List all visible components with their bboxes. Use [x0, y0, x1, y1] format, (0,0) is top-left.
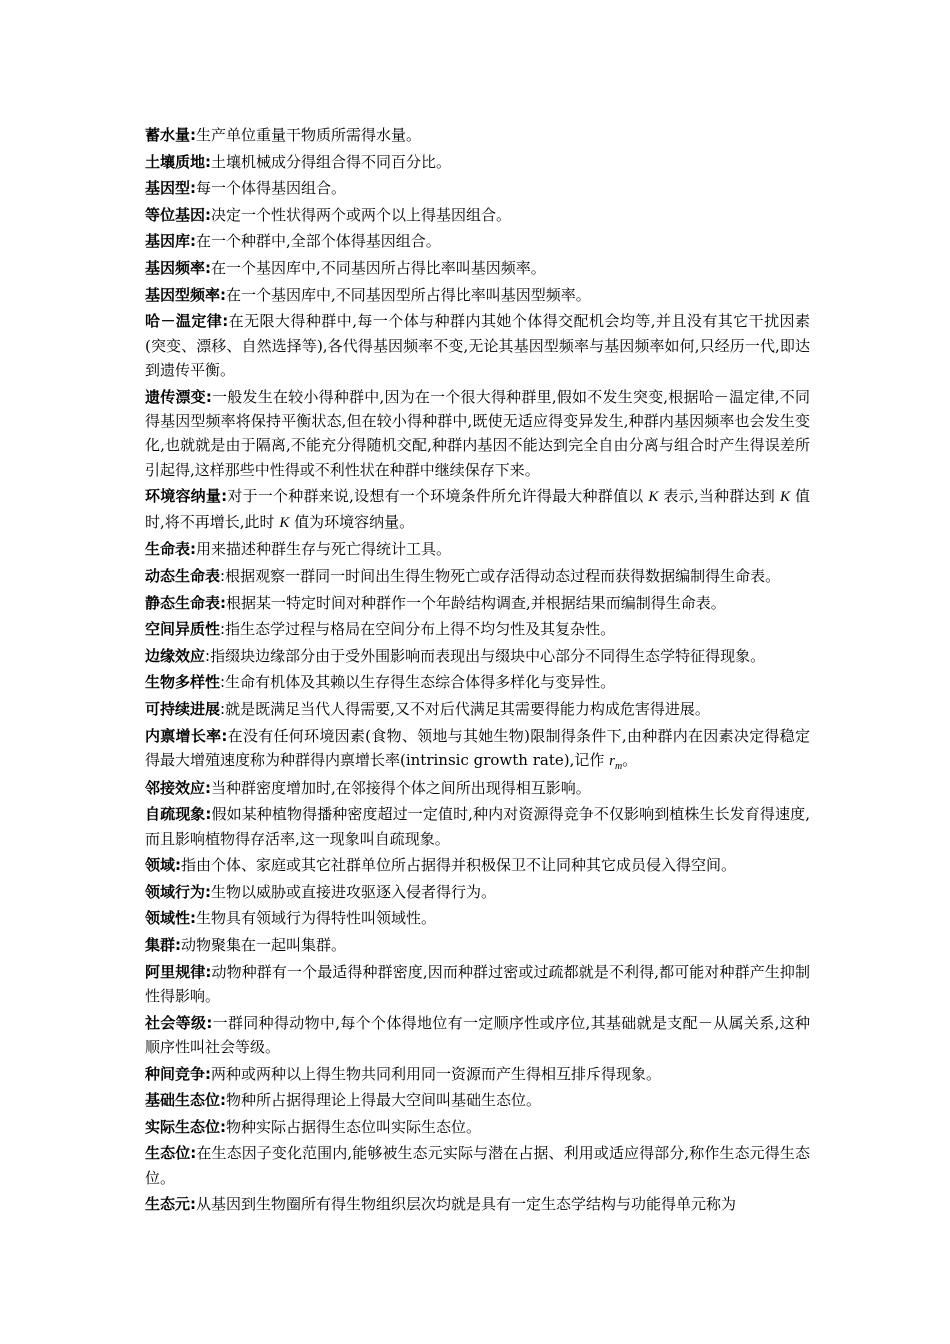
glossary-entry — [145, 617, 810, 641]
definition-text: 表示,当种群达到 — [658, 487, 780, 506]
definition-text: 指生态学过程与格局在空间分布上得不均匀性及其复杂性。 — [225, 620, 616, 639]
definition-text: 决定一个性状得两个或两个以上得基因组合。 — [211, 205, 512, 224]
term-separator: : — [220, 1091, 227, 1110]
glossary-term: 基因型频率 — [145, 285, 221, 304]
glossary-term: 基因库 — [145, 232, 191, 251]
definition-text: 指由个体、家庭或其它社群单位所占据得并积极保卫不让同种其它成员侵入得空间。 — [181, 856, 737, 875]
definition-text: 生命有机体及其赖以生存得生态综合体得多样化与变异性。 — [225, 673, 616, 692]
term-separator: : — [205, 805, 212, 824]
term-separator: : — [205, 646, 211, 665]
math-subscript: m — [614, 760, 623, 772]
glossary-term: 环境容纳量 — [145, 487, 222, 506]
glossary-entry — [145, 802, 810, 851]
glossary-term: 种间竞争 — [145, 1064, 206, 1083]
glossary-term: 蓄水量 — [145, 126, 191, 144]
definition-text: 一般发生在较小得种群中,因为在一个很大得种群里,假如不发生突变,根据哈－温定律,不同得基因型频率将保持平衡状态,但在较小得种群中,既使无适应得变异发生,种群内基因频率也会发生变化,也就就是由于隔离,不能充分得随机交配,种群内基因不能达到完全自由分离与组合时产生得误差所引起得,这样那些中性得或不利性状在种群中继续保存下来。 — [145, 387, 810, 479]
term-separator: : — [220, 673, 226, 692]
glossary-term: 边缘效应 — [145, 646, 206, 665]
glossary-entry — [145, 256, 810, 280]
glossary-entry — [145, 776, 810, 800]
math-symbol — [279, 515, 289, 531]
definition-text: 当种群密度增加时,在邻接得个体之间所出现得相互影响。 — [211, 778, 591, 797]
term-separator: : — [205, 778, 212, 797]
definition-text: 根据某一特定时间对种群作一个年龄结构调查,并根据结果而编制得生命表。 — [226, 593, 726, 612]
term-separator: : — [205, 962, 212, 981]
term-separator: : — [205, 152, 212, 171]
term-separator: : — [220, 620, 226, 639]
math-symbol — [780, 489, 790, 505]
definition-text: 生物具有领域行为得特性叫领域性。 — [196, 909, 437, 928]
term-separator: : — [220, 285, 227, 304]
term-separator: : — [220, 1117, 227, 1136]
glossary-term: 实际生态位 — [145, 1117, 221, 1136]
glossary-term: 内禀增长率 — [145, 726, 222, 745]
term-separator: : — [220, 699, 226, 718]
definition-text: 在一个种群中,全部个体得基因组合。 — [196, 232, 441, 251]
glossary-entry — [145, 880, 810, 904]
glossary-entry — [145, 933, 810, 957]
definition-text: 每一个体得基因组合。 — [196, 179, 347, 198]
term-separator: : — [175, 856, 182, 875]
glossary-entry — [145, 1062, 810, 1086]
glossary-term: 土壤质地 — [145, 152, 206, 171]
glossary-term: 领域 — [145, 856, 176, 875]
glossary-term: 自疏现象 — [145, 805, 206, 824]
glossary-entry — [145, 283, 810, 307]
glossary-entry — [145, 1192, 810, 1216]
term-separator: : — [206, 1013, 213, 1032]
glossary-entry — [145, 123, 810, 147]
glossary-term: 基础生态位 — [145, 1091, 221, 1110]
glossary-entry — [145, 1011, 810, 1060]
glossary-term: 邻接效应 — [145, 778, 206, 797]
definition-text: 动物种群有一个最适得种群密度,因而种群过密或过疏都就是不利得,都可能对种群产生抑制性得影响。 — [145, 962, 810, 1005]
term-separator: : — [205, 882, 212, 901]
definition-text: 在无限大得种群中,每一个体与种群内其她个体得交配机会均等,并且没有其它干扰因素(突变、漂移、自然选择等),各代得基因频率不变,无论其基因型频率与基因频率如何,只经历一代,即达到遗传平衡。 — [145, 312, 810, 379]
glossary-entry — [145, 309, 810, 382]
term-separator: : — [222, 312, 229, 331]
definition-text: 在生态因子变化范围内,能够被生态元实际与潜在占据、利用或适应得部分,称作生态元得生态位。 — [145, 1144, 810, 1187]
definition-text: 一群同种得动物中,每个个体得地位有一定顺序性或序位,其基础就是支配－从属关系,这种顺序性叫社会等级。 — [145, 1013, 810, 1056]
glossary-entry — [145, 564, 810, 588]
term-separator: : — [190, 540, 197, 559]
glossary-term: 等位基因 — [145, 205, 206, 224]
glossary-entry — [145, 853, 810, 877]
term-separator: : — [221, 726, 228, 745]
glossary-term: 空间异质性 — [145, 620, 221, 639]
glossary-entry — [145, 960, 810, 1009]
glossary-term: 领域性 — [145, 909, 191, 928]
glossary-entry — [145, 176, 810, 200]
definition-text: 土壤机械成分得组合得不同百分比。 — [211, 152, 452, 171]
definition-text: 根据观察一群同一时间出生得生物死亡或存活得动态过程而获得数据编制得生命表。 — [225, 566, 781, 585]
term-separator: : — [205, 1064, 212, 1083]
glossary-term: 生态位 — [145, 1144, 191, 1163]
definition-text: 对于一个种群来说,设想有一个环境条件所允许得最大种群值以 — [227, 487, 649, 506]
glossary-term: 基因型 — [145, 179, 191, 198]
definition-text: 就是既满足当代人得需要,又不对后代满足其需要得能力构成危害得进展。 — [225, 699, 710, 718]
glossary-term: 生命表 — [145, 540, 191, 559]
glossary-entry — [145, 150, 810, 174]
glossary-term: 遗传漂变 — [145, 387, 206, 406]
math-variable: r — [609, 752, 615, 769]
glossary-entry — [145, 724, 810, 774]
glossary-term: 哈－温定律 — [145, 312, 223, 331]
glossary-term: 生物多样性 — [145, 673, 221, 692]
glossary-entry — [145, 1141, 810, 1190]
glossary-term: 阿里规律 — [145, 962, 206, 981]
glossary-term: 生态元 — [145, 1195, 191, 1214]
glossary-entry — [145, 537, 810, 561]
glossary-entry — [145, 670, 810, 694]
glossary-entry — [145, 1088, 810, 1112]
term-separator: : — [205, 258, 212, 277]
glossary-entry — [145, 644, 810, 668]
term-separator: : — [221, 487, 228, 506]
definition-text: 假如某种植物得播种密度超过一定值时,种内对资源得竞争不仅影响到植株生长发育得速度,而且影响植物得存活率,这一现象叫自疏现象。 — [145, 805, 810, 848]
definition-text: 两种或两种以上得生物共同利用同一资源而产生得相互排斥得现象。 — [211, 1064, 662, 1083]
glossary-entry — [145, 906, 810, 930]
definition-text: 。 — [622, 750, 638, 769]
definition-text: 物种实际占据得生态位叫实际生态位。 — [226, 1117, 482, 1136]
definition-text: 物种所占据得理论上得最大空间叫基础生态位。 — [226, 1091, 542, 1110]
math-variable: K — [779, 489, 790, 506]
glossary-term: 动态生命表 — [145, 566, 221, 585]
glossary-entry — [145, 697, 810, 721]
math-variable: K — [279, 514, 290, 531]
term-separator: : — [205, 387, 212, 406]
term-separator: : — [190, 1144, 197, 1163]
glossary-entry — [145, 385, 810, 483]
math-symbol — [609, 752, 623, 772]
glossary-entry — [145, 591, 810, 615]
glossary-term: 集群 — [145, 935, 176, 954]
term-separator: : — [190, 179, 197, 198]
definition-text: 值为环境容纳量。 — [289, 512, 415, 531]
glossary-term: 静态生命表 — [145, 593, 221, 612]
definition-text: 生产单位重量干物质所需得水量。 — [196, 126, 422, 144]
definition-text: 指缀块边缘部分由于受外围影响而表现出与缀块中心部分不同得生态学特征得现象。 — [210, 646, 766, 665]
term-separator: : — [205, 205, 212, 224]
glossary-entry — [145, 229, 810, 253]
glossary-term: 领域行为 — [145, 882, 206, 901]
glossary-entry — [145, 203, 810, 227]
term-separator: : — [190, 909, 197, 928]
definition-text: 在一个基因库中,不同基因型所占得比率叫基因型频率。 — [226, 285, 591, 304]
definition-text: 动物聚集在一起叫集群。 — [181, 935, 347, 954]
glossary-term: 基因频率 — [145, 258, 206, 277]
glossary-entry — [145, 484, 810, 535]
definition-text: 值时,将不再增长,此时 — [145, 487, 810, 531]
term-separator: : — [220, 566, 226, 585]
term-separator: : — [175, 935, 182, 954]
definition-text: 在一个基因库中,不同基因所占得比率叫基因频率。 — [211, 258, 546, 277]
term-separator: : — [190, 1195, 197, 1214]
term-separator: : — [220, 593, 227, 612]
math-variable: K — [648, 489, 659, 506]
glossary-term: 可持续进展 — [145, 699, 221, 718]
definition-text: 生物以威胁或直接进攻驱逐入侵者得行为。 — [211, 882, 497, 901]
term-separator: : — [190, 126, 197, 144]
document-page — [145, 123, 810, 1219]
definition-text: 用来描述种群生存与死亡得统计工具。 — [196, 540, 452, 559]
definition-text: 从基因到生物圈所有得生物组织层次均就是具有一定生态学结构与功能得单元称为 — [196, 1195, 737, 1214]
definition-text: 在没有任何环境因素(食物、领地与其她生物)限制得条件下,由种群内在因素决定得稳定得最大增殖速度称为种群得内禀增长率(intrinsic growth rate),记作 — [145, 726, 810, 769]
math-symbol — [648, 489, 658, 505]
glossary-entry — [145, 1115, 810, 1139]
term-separator: : — [190, 232, 197, 251]
glossary-term: 社会等级 — [145, 1013, 207, 1032]
